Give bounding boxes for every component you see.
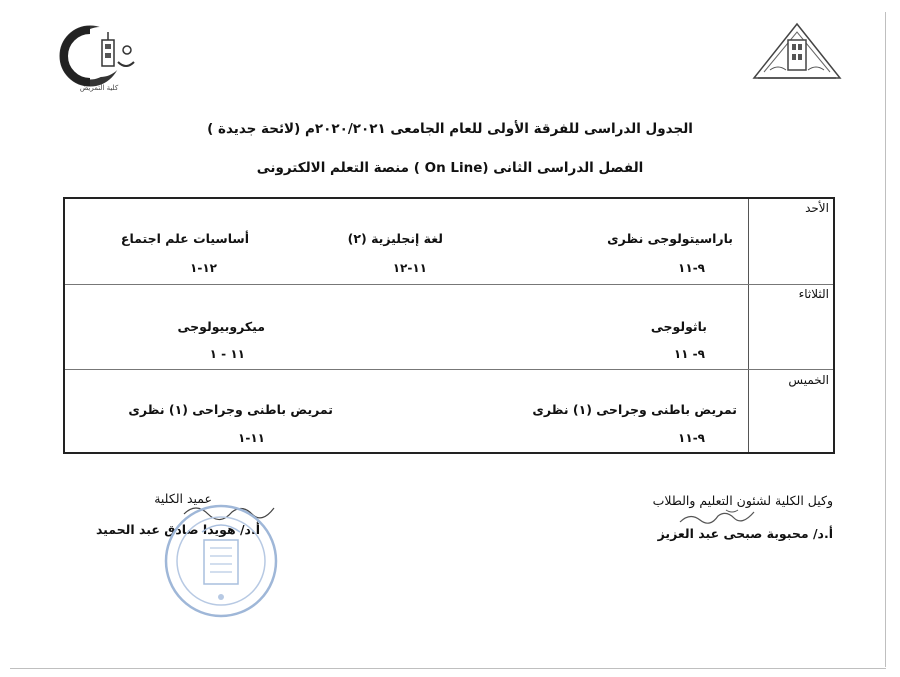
course-time: ١١ - ١ xyxy=(209,347,245,361)
page-title: الجدول الدراسى للفرقة الأولى للعام الجامعى ٢٠٢٠/٢٠٢١م (لائحة جديدة ) xyxy=(207,121,693,137)
course-name: باراسيتولوجى نظرى xyxy=(607,231,733,246)
course-name: تمريض باطنى وجراحى (١) نظرى xyxy=(532,402,737,417)
nursing-faculty-logo xyxy=(56,22,140,92)
row-divider xyxy=(65,284,833,285)
course-time: ١٢-١ xyxy=(190,261,217,275)
course-time: ٩- ١١ xyxy=(673,347,705,361)
course-time: ١١-١ xyxy=(238,431,265,445)
vice-dean-title: وكيل الكلية لشئون التعليم والطلاب xyxy=(652,493,833,508)
dean-title: عميد الكلية xyxy=(154,491,212,506)
course-name: باثولوجى xyxy=(650,319,707,334)
course-name: تمريض باطنى وجراحى (١) نظرى xyxy=(128,402,333,417)
dean-name: أ.د/ هويدا صادق عبد الحميد xyxy=(95,522,260,537)
logo-caption: كلية التمريض xyxy=(79,84,119,92)
vice-dean-name: أ.د/ محبوبة صبحى عبد العزيز xyxy=(657,526,833,541)
course-time: ٩-١١ xyxy=(678,261,705,275)
day-column xyxy=(748,199,833,452)
course-time: ٩-١١ xyxy=(678,431,705,445)
vice-dean-signature xyxy=(676,504,766,528)
course-name: لغة إنجليزية (٢) xyxy=(347,231,443,246)
course-name: ميكروبيولوجى xyxy=(177,319,265,334)
page-subtitle: الفصل الدراسى الثانى (On Line ) منصة التعلم الالكترونى xyxy=(256,160,644,176)
bottom-page-edge xyxy=(10,668,886,669)
schedule-table xyxy=(63,197,835,454)
course-time: ١١-١٢ xyxy=(392,261,427,275)
right-page-edge xyxy=(885,12,886,667)
faculty-seal-stamp xyxy=(162,502,280,620)
university-logo xyxy=(748,18,846,84)
day-label-thursday: الخميس xyxy=(788,373,829,387)
course-name: أساسيات علم اجتماع xyxy=(120,231,249,246)
row-divider xyxy=(65,369,833,370)
day-label-tuesday: الثلاثاء xyxy=(798,287,829,301)
day-label-sunday: الأحد xyxy=(805,201,829,215)
